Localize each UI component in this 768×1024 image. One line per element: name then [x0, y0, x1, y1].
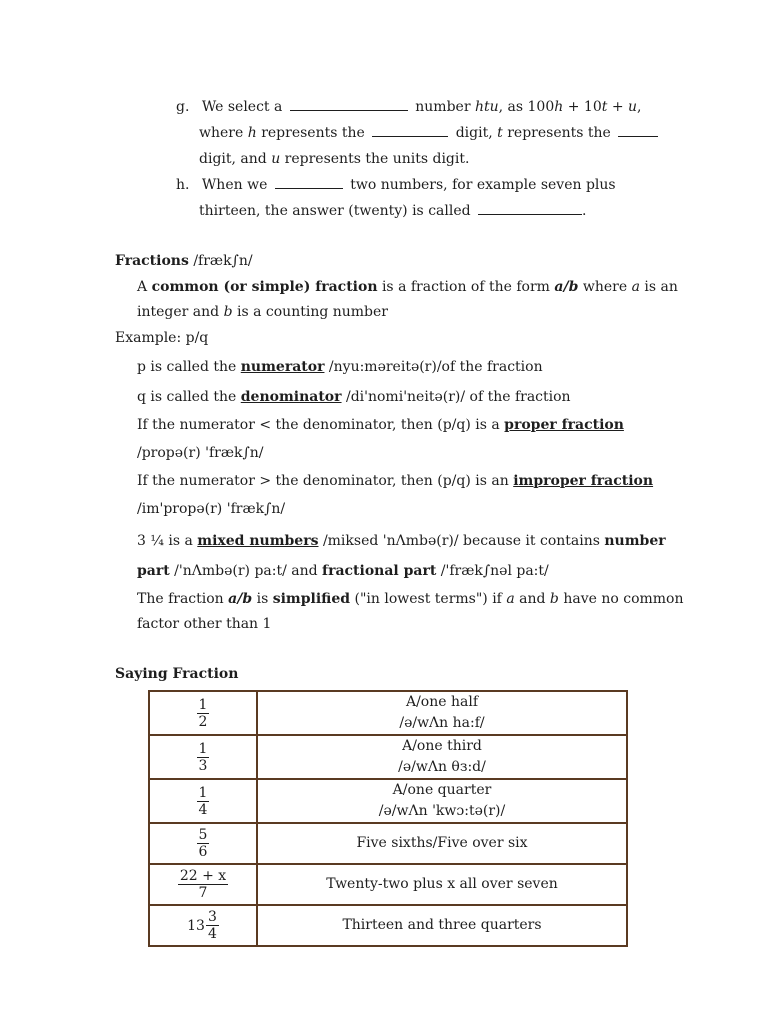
proper-fraction-term: proper fraction [504, 417, 624, 433]
fraction: $\frac{5}{6}$ [198, 827, 208, 860]
mixed-numbers-line-2: part /'nΛmbə(r) pa:t/ and fractional part /'fræk∫nəl pa:t/ [137, 563, 549, 579]
blank-g3 [618, 123, 658, 137]
reading-cell: Five sixths/Five over six [257, 823, 627, 864]
saying-fraction-table [148, 690, 628, 947]
exercise-g-label: g. [176, 99, 190, 115]
fraction: $\frac{22 + x}{7}$ [179, 868, 227, 901]
fraction: $\frac{1}{4}$ [198, 784, 208, 818]
reading-cell: Twenty-two plus x all over seven [257, 864, 627, 905]
blank-g2 [372, 123, 448, 137]
denominator-line: q is called the denominator /di'nomi'neitə(r)/ of the fraction [137, 389, 571, 405]
simplified-line-2: factor other than 1 [137, 616, 272, 632]
table-row [149, 735, 627, 779]
blank-h1 [275, 175, 343, 189]
reading-cell: A/one third /ə/wΛn θз:d/ [257, 735, 627, 779]
table-row [149, 691, 627, 735]
numerator-term: numerator [240, 359, 325, 375]
exercise-h-line-2: thirteen, the answer (twenty) is called . [199, 203, 587, 219]
exercise-h-line-1: h. When we two numbers, for example seven plus [176, 177, 616, 193]
fraction-cell [149, 779, 257, 823]
fraction-cell [149, 691, 257, 735]
table-row [149, 823, 627, 864]
fraction-cell [149, 864, 257, 905]
saying-fraction-heading: Saying Fraction [115, 666, 239, 682]
reading-cell: A/one quarter /ə/wΛn 'kwɔ:tə(r)/ [257, 779, 627, 823]
fraction-cell [149, 735, 257, 779]
table-row [149, 779, 627, 823]
fraction: $\frac{1}{2}$ [198, 696, 208, 730]
simplified-term: simplified [272, 591, 351, 607]
fractions-heading: Fractions /fræk∫n/ [115, 253, 253, 269]
exercise-h-label: h. [176, 177, 190, 193]
exercise-g-line-1: g. We select a number htu, as 100h + 10t + u, [176, 99, 642, 115]
exercise-g-line-3: digit, and u represents the units digit. [199, 151, 470, 167]
proper-fraction-line-2: /propə(r) 'fræk∫n/ [137, 445, 264, 461]
improper-fraction-line-1: If the numerator > the denominator, then (p/q) is an improper fraction [137, 473, 654, 489]
fraction-cell [149, 823, 257, 864]
reading-cell: A/one half /ə/wΛn ha:f/ [257, 691, 627, 735]
fractions-definition-line-1: A common (or simple) fraction is a fraction of the form a/b where a is an [137, 279, 678, 295]
denominator-term: denominator [240, 389, 342, 405]
mixed-whole: 13 [187, 917, 205, 934]
mixed-numbers-term: mixed numbers [197, 533, 319, 549]
blank-h2 [478, 201, 582, 215]
blank-g1 [290, 97, 408, 111]
reading-cell: Thirteen and three quarters [257, 905, 627, 946]
proper-fraction-line-1: If the numerator < the denominator, then (p/q) is a proper fraction [137, 417, 624, 433]
fraction: $\frac{3}{4}$ [207, 909, 217, 942]
table-row [149, 864, 627, 905]
numerator-line: p is called the numerator /nyu:məreitə(r)/of the fraction [137, 359, 543, 375]
fraction-cell [149, 905, 257, 946]
fractions-example: Example: p/q [115, 330, 209, 346]
fraction: $\frac{1}{3}$ [198, 740, 208, 774]
improper-fraction-term: improper fraction [513, 473, 654, 489]
exercise-g-line-2: where h represents the digit, t represents the [199, 123, 658, 143]
improper-fraction-line-2: /im'propə(r) 'fræk∫n/ [137, 501, 286, 517]
mixed-numbers-line-1: 3 ¼ is a mixed numbers /miksed 'nΛmbə(r)/ because it contains number [137, 533, 666, 549]
simplified-line-1: The fraction a/b is simplified ("in lowest terms") if a and b have no common [137, 591, 684, 607]
table-row [149, 905, 627, 946]
fractions-definition-line-2: integer and b is a counting number [137, 304, 388, 320]
